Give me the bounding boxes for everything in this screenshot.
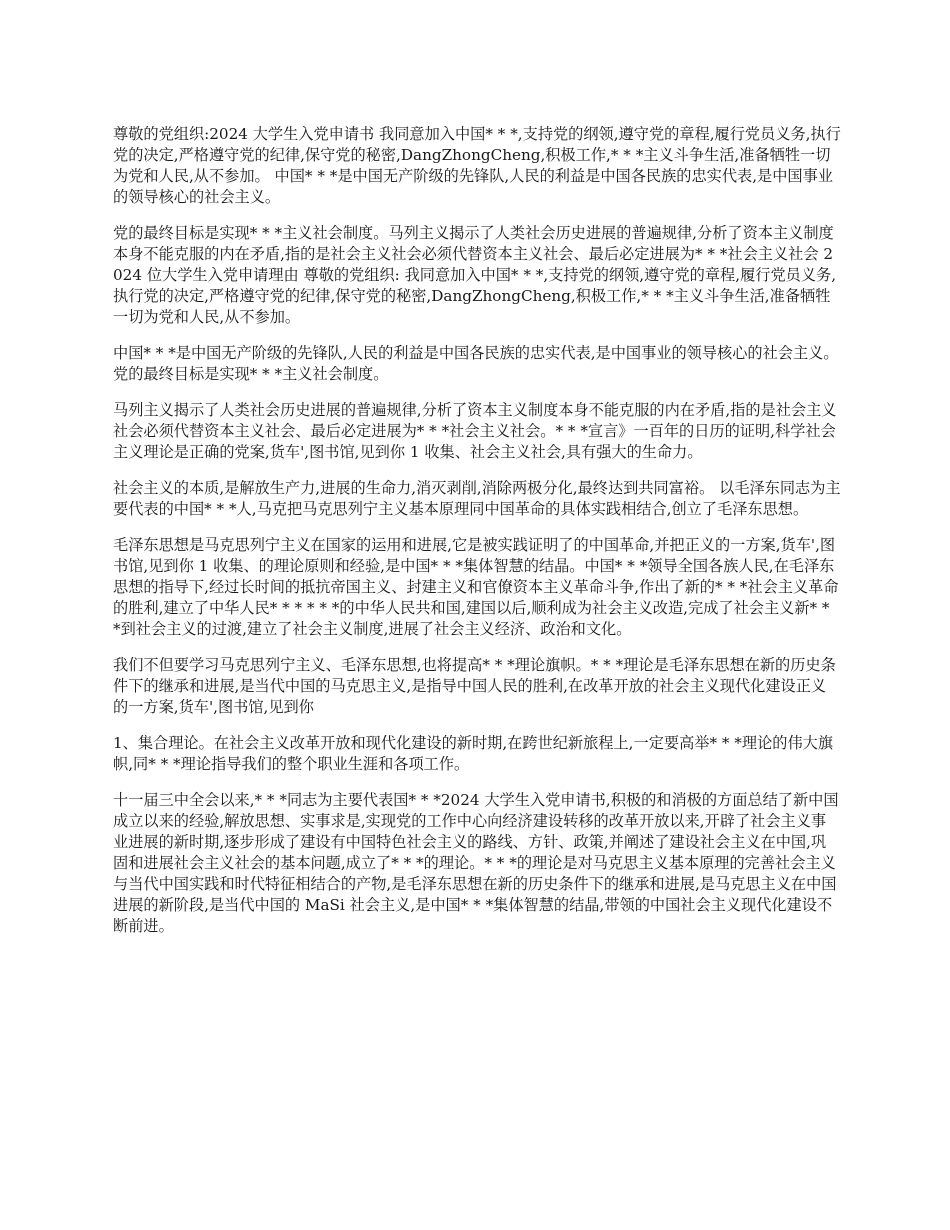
paragraph-5: 社会主义的本质,是解放生产力,进展的生命力,消灭剥削,消除两极分化,最终达到共同富裕。 以毛泽东同志为主要代表的中国* * *人,马克把马克思列宁主义基本原理同中国革命的具体实践相结合,创立了毛泽东思想。 — [113, 479, 841, 518]
paragraph-1: 尊敬的党组织:2024 大学生入党申请书 我同意加入中国* * *,支持党的纲领,遵守党的章程,履行党员义务,执行党的决定,严格遵守党的纪律,保守党的秘密,DangZhongCheng,积极工作,* * *主义斗争生活,准备牺牲一切为党和人民,从不参加。 中国* * *是中国无产阶级的先锋队,人民的利益是中国各民族的忠实代表,是中国事业的领导核心的社会主义。 — [113, 125, 841, 206]
document-body — [113, 124, 841, 952]
paragraph-9: 十一届三中全会以来,* * *同志为主要代表国* * *2024 大学生入党申请书,积极的和消极的方面总结了新中国成立以来的经验,解放思想、实事求是,实现党的工作中心向经济建设转移的改革开放以来,开辟了社会主义事业进展的新时期,逐步形成了建设有中国特色社会主义的路线、方针、政策,并阐述了建设社会主义在中国,巩固和进展社会主义社会的基本问题,成立了* * *的理论。* * *的理论是对马克思主义基本原理的完善社会主义与当代中国实践和时代特征相结合的产物,是毛泽东思想在新的历史条件下的继承和进展,是马克思主义在中国进展的新阶段,是当代中国的 MaSi 社会主义,是中国* * *集体智慧的结晶,带领的中国社会主义现代化建设不断前进。 — [113, 791, 839, 935]
paragraph-3: 中国* * *是中国无产阶级的先锋队,人民的利益是中国各民族的忠实代表,是中国事业的领导核心的社会主义。党的最终目标是实现* * *主义社会制度。 — [113, 344, 839, 383]
paragraph-8: 1、集合理论。在社会主义改革开放和现代化建设的新时期,在跨世纪新旅程上,一定要高举* * *理论的伟大旗帜,同* * *理论指导我们的整个职业生涯和各项工作。 — [113, 734, 834, 773]
paragraph-6: 毛泽东思想是马克思列宁主义在国家的运用和进展,它是被实践证明了的中国革命,并把正义的一方案,货车',图书馆,见到你 1 收集、的理论原则和经验,是中国* * *集体智慧的结晶。中国* * *领导全国各族人民,在毛泽东思想的指导下,经过长时间的抵抗帝国主义、封建主义和官僚资本主义革命斗争,作出了新的* * *社会主义革命的胜利,建立了中华人民* * * * * *的中华人民共和国,建国以后,顺利成为社会主义改造,完成了社会主义新* * *到社会主义的过渡,建立了社会主义制度,进展了社会主义经济、政治和文化。 — [113, 536, 839, 638]
paragraph-4: 马列主义揭示了人类社会历史进展的普遍规律,分析了资本主义制度本身不能克服的内在矛盾,指的是社会主义社会必须代替资本主义社会、最后必定进展为* * *社会主义社会。* * *宣言》一百年的日历的证明,科学社会主义理论是正确的党案,货车',图书馆,见到你 1 收集、社会主义社会,具有强大的生命力。 — [113, 401, 837, 461]
paragraph-2: 党的最终目标是实现* * *主义社会制度。马列主义揭示了人类社会历史进展的普遍规律,分析了资本主义制度本身不能克服的内在矛盾,指的是社会主义社会必须代替资本主义社会、最后必定进展为* * *社会主义社会 2024 位大学生入党申请理由 尊敬的党组织: 我同意加入中国* * *,支持党的纲领,遵守党的章程,履行党员义务,执行党的决定,严格遵守党的纪律,保守党的秘密,DangZhongCheng,积极工作,* * *主义斗争生活,准备牺牲一切为党和人民,从不参加。 — [113, 224, 837, 326]
paragraph-7: 我们不但要学习马克思列宁主义、毛泽东思想,也将提高* * *理论旗帜。* * *理论是毛泽东思想在新的历史条件下的继承和进展,是当代中国的马克思主义,是指导中国人民的胜利,在改革开放的社会主义现代化建设正义的一方案,货车',图书馆,见到你 — [113, 656, 836, 716]
